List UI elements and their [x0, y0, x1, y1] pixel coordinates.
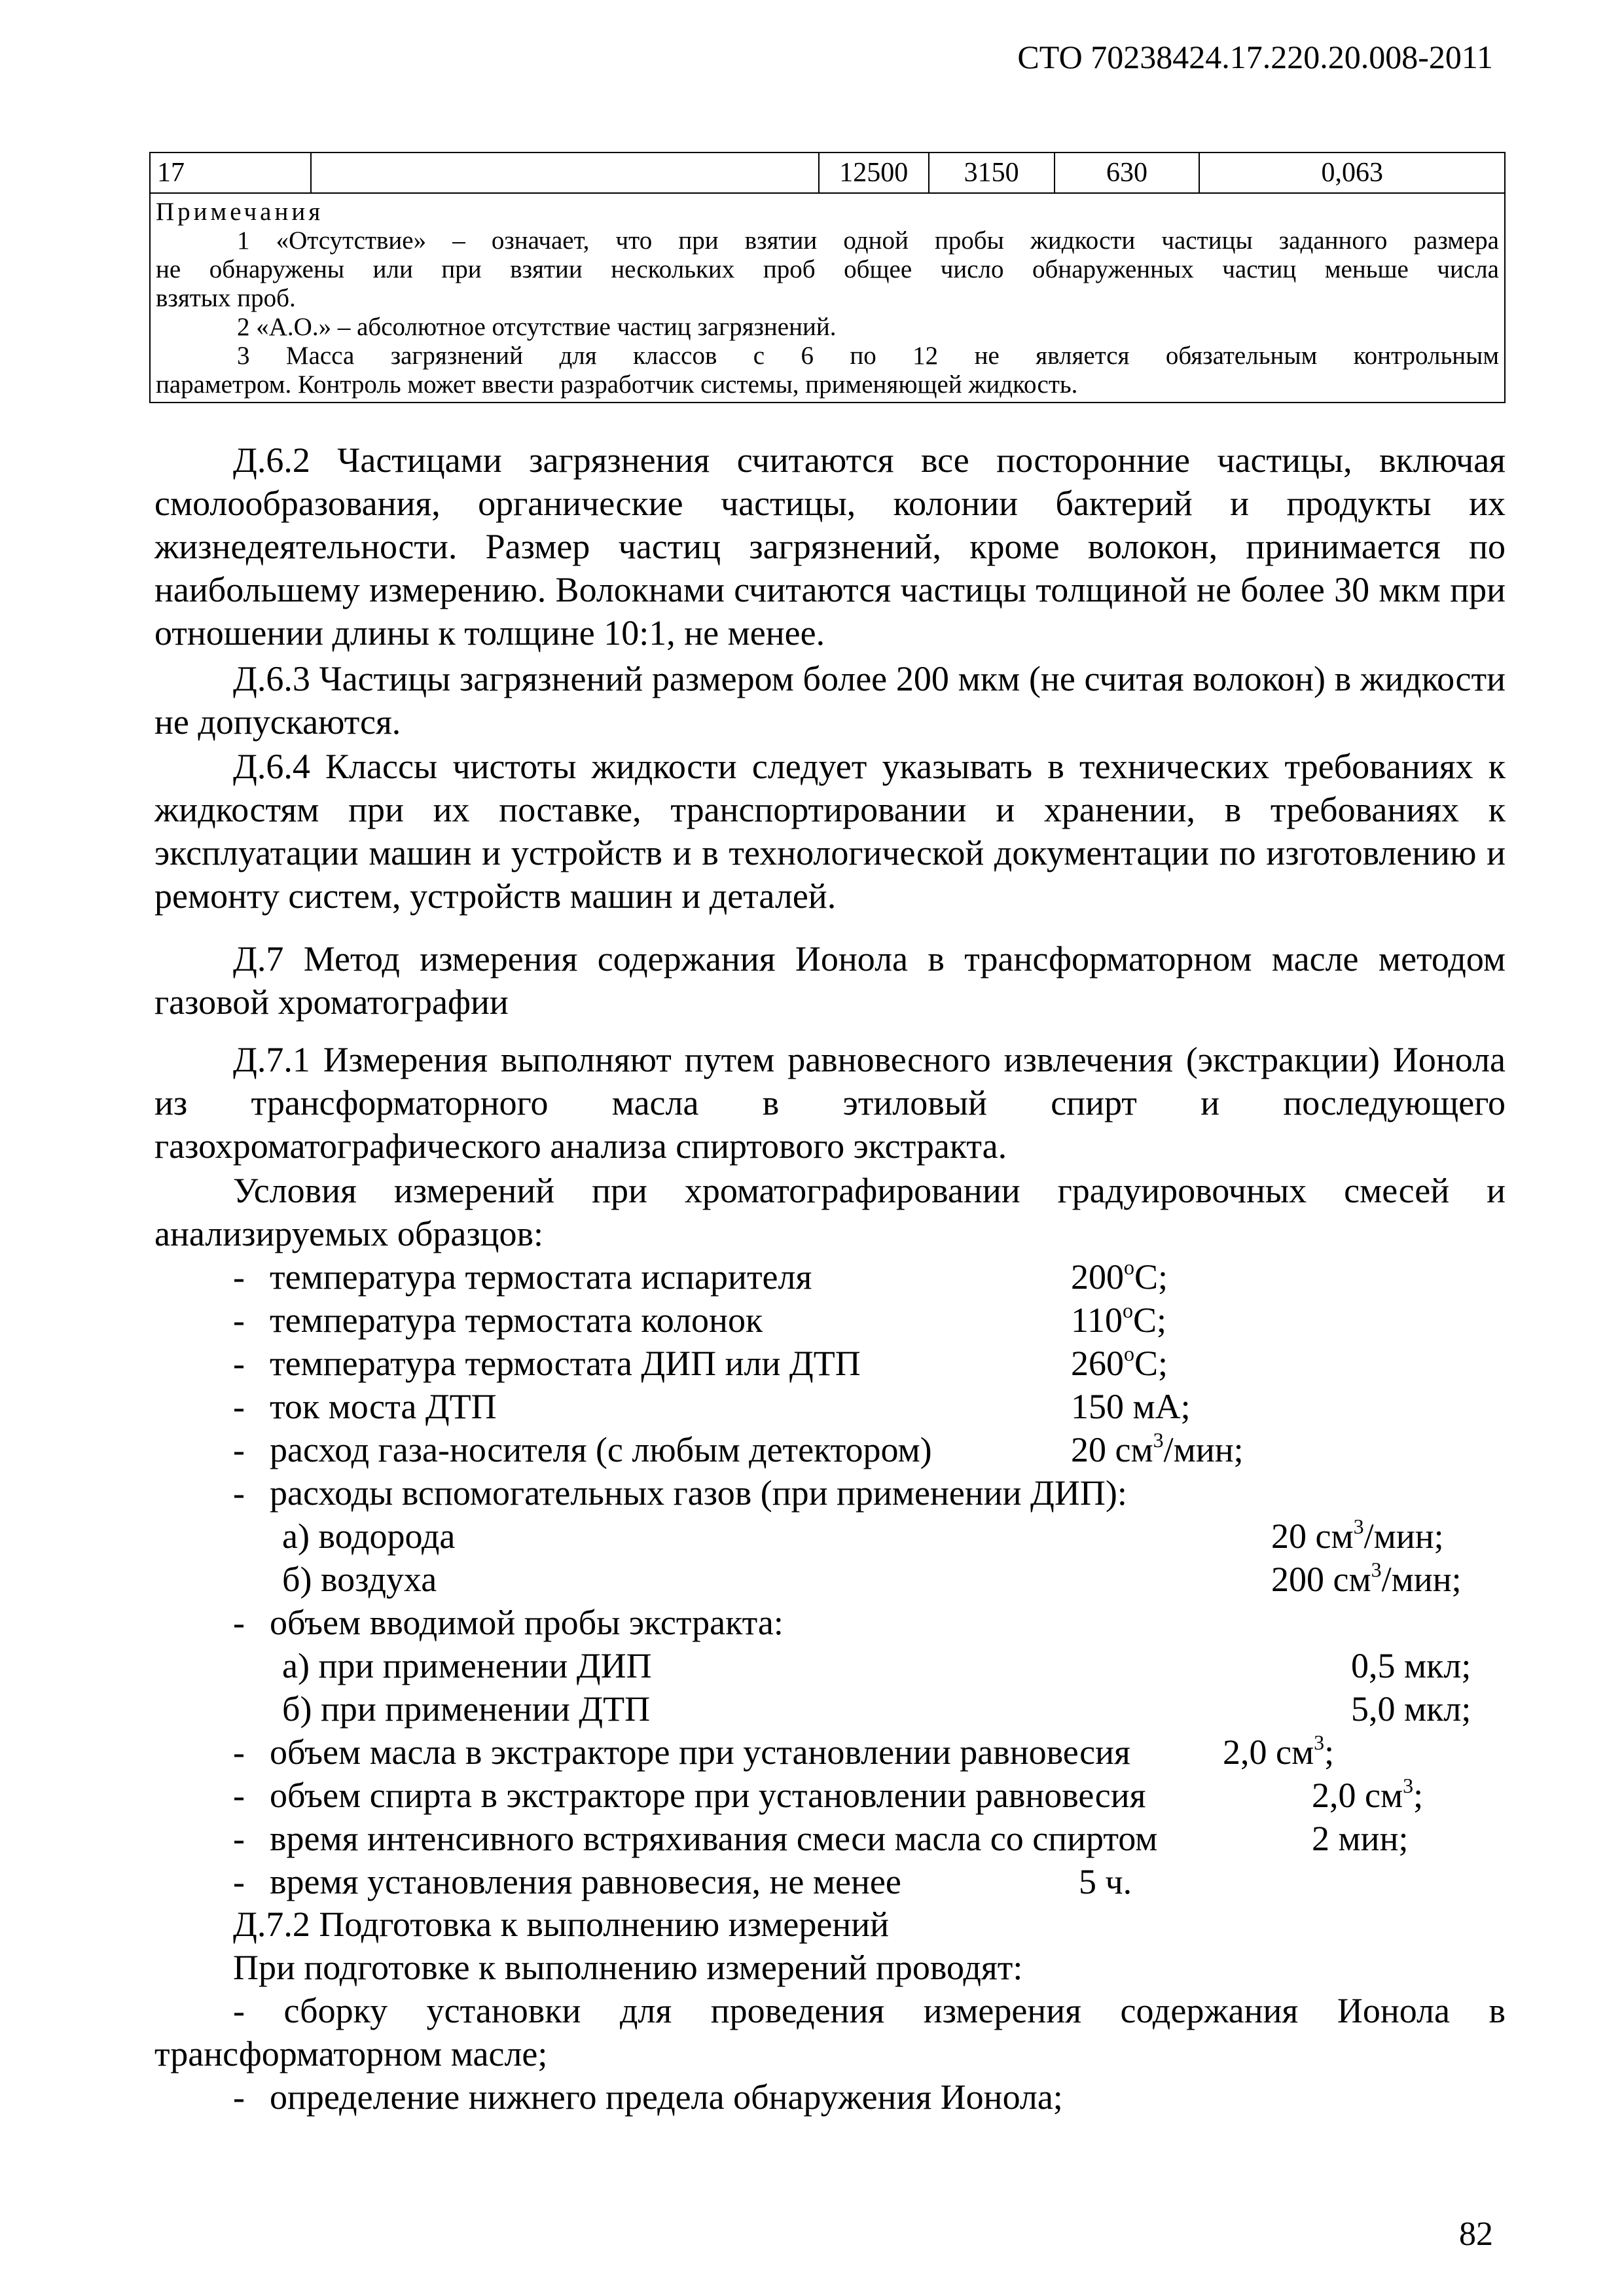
condition-value: $200^оС$;	[1071, 1255, 1168, 1297]
condition-value: 20 $см^3$/мин;	[1271, 1515, 1444, 1556]
class-cell: 17	[150, 152, 311, 193]
list-item	[154, 2075, 1506, 2119]
note-3-line-1: 3 Масса загрязнений для классов с 6 по 12 не является обязательным контрольным	[237, 342, 1499, 370]
prep-item-1: - сборку установки для проведения измерения содержания Ионола в трансформаторном масле;	[154, 1991, 1506, 2073]
list-dash: -	[233, 1732, 245, 1772]
condition-value: 2,0 $см^3$;	[1312, 1774, 1424, 1815]
empty-cell	[311, 152, 711, 193]
list-item	[154, 1774, 1506, 1817]
list-dash: -	[233, 1430, 245, 1469]
list-dash: -	[233, 1344, 245, 1383]
condition-label: объем вводимой пробы экстракта:	[270, 1603, 784, 1642]
note-1-line-3: взятых проб.	[156, 284, 296, 312]
conditions-list	[154, 1255, 1506, 1903]
list-dash: -	[233, 1300, 245, 1340]
list-dash: -	[233, 1603, 245, 1642]
condition-label: а) при применении ДИП	[282, 1646, 652, 1685]
condition-label: а) водорода	[282, 1516, 456, 1556]
value-cell: 12500	[819, 152, 929, 193]
condition-value: 0,5 мкл;	[1351, 1646, 1471, 1685]
document-code: СТО 70238424.17.220.20.008-2011	[1017, 39, 1493, 75]
condition-value: $260^оС$;	[1071, 1342, 1168, 1383]
condition-label: объем масла в экстракторе при установлении равновесия	[270, 1732, 1130, 1772]
list-subitem	[154, 1644, 1506, 1687]
note-1-line-2: не обнаружены или при взятии нескольких проб общее число обнаруженных частиц меньше числа	[156, 255, 1499, 283]
value-cell: 3150	[929, 152, 1055, 193]
condition-label: ток моста ДТП	[270, 1387, 497, 1426]
section-heading-d72: Д.7.2 Подготовка к выполнению измерений	[233, 1905, 890, 1944]
list-subitem	[154, 1558, 1506, 1601]
condition-value: 5 ч.	[1079, 1862, 1132, 1901]
conditions-intro: Условия измерений при хроматографировании градуировочных смесей и анализируемых образцов:	[154, 1171, 1506, 1253]
condition-label: расход газа-носителя (с любым детектором)	[270, 1430, 932, 1469]
list-item	[154, 1299, 1506, 1342]
list-subitem	[154, 1687, 1506, 1731]
list-item	[154, 1255, 1506, 1299]
paragraph-d63: Д.6.3 Частицы загрязнений размером более 200 мкм (не считая волокон) в жидкости не допускаются.	[154, 659, 1506, 742]
condition-value: $110^оС$;	[1071, 1299, 1167, 1340]
condition-label: б) воздуха	[282, 1560, 437, 1599]
condition-label: время интенсивного встряхивания смеси масла со спиртом	[270, 1819, 1158, 1858]
condition-value: 5,0 мкл;	[1351, 1689, 1471, 1729]
notes-cell	[150, 193, 1505, 403]
empty-cell	[711, 152, 819, 193]
prep-list	[154, 2075, 1506, 2119]
condition-value: 150 мА;	[1071, 1387, 1191, 1426]
list-dash: -	[233, 1257, 245, 1297]
paragraph-d71: Д.7.1 Измерения выполняют путем равновесного извлечения (экстракции) Ионола из трансформаторного масла в этиловый спирт и последующего газохроматографического анализа спиртового экстракта.	[154, 1040, 1506, 1166]
condition-value: 20 $см^3$/мин;	[1071, 1428, 1244, 1469]
note-2: 2 «А.О.» – абсолютное отсутствие частиц загрязнений.	[237, 313, 837, 341]
paragraph-d64: Д.6.4 Классы чистоты жидкости следует указывать в технических требованиях к жидкостям при их поставке, транспортировании и хранении, в требованиях к эксплуатации машин и устройств и в технологической документации по изготовлению и ремонту систем, устройств машин и деталей.	[154, 747, 1506, 916]
paragraph-d62: Д.6.2 Частицами загрязнения считаются все посторонние частицы, включая смолообразования, органические частицы, колонии бактерий и продукты их жизнедеятельности. Размер частиц загрязнений, кроме волокон, принимается по наибольшему измерению. Волокнами считаются частицы толщиной не более 30 мкм при отношении длины к толщине 10:1, не менее.	[154, 440, 1506, 653]
list-dash: -	[233, 2077, 245, 2117]
note-1-line-1: 1 «Отсутствие» – означает, что при взятии одной пробы жидкости частицы заданного размера	[237, 226, 1499, 255]
condition-label: температура термостата ДИП или ДТП	[270, 1344, 861, 1383]
value-cell: 630	[1055, 152, 1200, 193]
list-item	[154, 1342, 1506, 1385]
list-dash: -	[233, 1819, 245, 1858]
value-cell: 0,063	[1199, 152, 1505, 193]
list-dash: -	[233, 1862, 245, 1901]
notes-row	[150, 193, 1505, 403]
list-item	[154, 1601, 1506, 1644]
table-row	[150, 152, 1505, 193]
notes-title: Примечания	[156, 198, 324, 226]
list-item	[154, 1817, 1506, 1860]
condition-label: температура термостата колонок	[270, 1300, 763, 1340]
section-heading-d7: Д.7 Метод измерения содержания Ионола в трансформаторном масле методом газовой хроматографии	[154, 939, 1506, 1022]
list-item	[154, 1471, 1506, 1515]
condition-label: расходы вспомогательных газов (при применении ДИП):	[270, 1473, 1127, 1513]
list-item	[154, 1428, 1506, 1471]
note-3-line-2: параметром. Контроль может ввести разработчик системы, применяющей жидкость.	[156, 370, 1078, 399]
condition-value: 2 мин;	[1312, 1819, 1409, 1858]
list-item	[154, 1860, 1506, 1903]
condition-value: 2,0 $см^3$;	[1223, 1731, 1335, 1772]
contamination-table	[149, 152, 1506, 403]
page-number: 82	[1459, 2215, 1493, 2253]
list-dash: -	[233, 1473, 245, 1513]
prep-item-2: определение нижнего предела обнаружения Ионола;	[270, 2077, 1063, 2117]
list-item	[154, 1385, 1506, 1428]
prep-intro: При подготовке к выполнению измерений проводят:	[233, 1948, 1023, 1987]
list-dash: -	[233, 1776, 245, 1815]
condition-label: объем спирта в экстракторе при установлении равновесия	[270, 1776, 1146, 1815]
list-subitem	[154, 1515, 1506, 1558]
condition-value: 200 $см^3$/мин;	[1271, 1558, 1462, 1599]
list-item	[154, 1731, 1506, 1774]
condition-label: время установления равновесия, не менее	[270, 1862, 901, 1901]
condition-label: температура термостата испарителя	[270, 1257, 812, 1297]
condition-label: б) при применении ДТП	[282, 1689, 651, 1729]
list-dash: -	[233, 1387, 245, 1426]
